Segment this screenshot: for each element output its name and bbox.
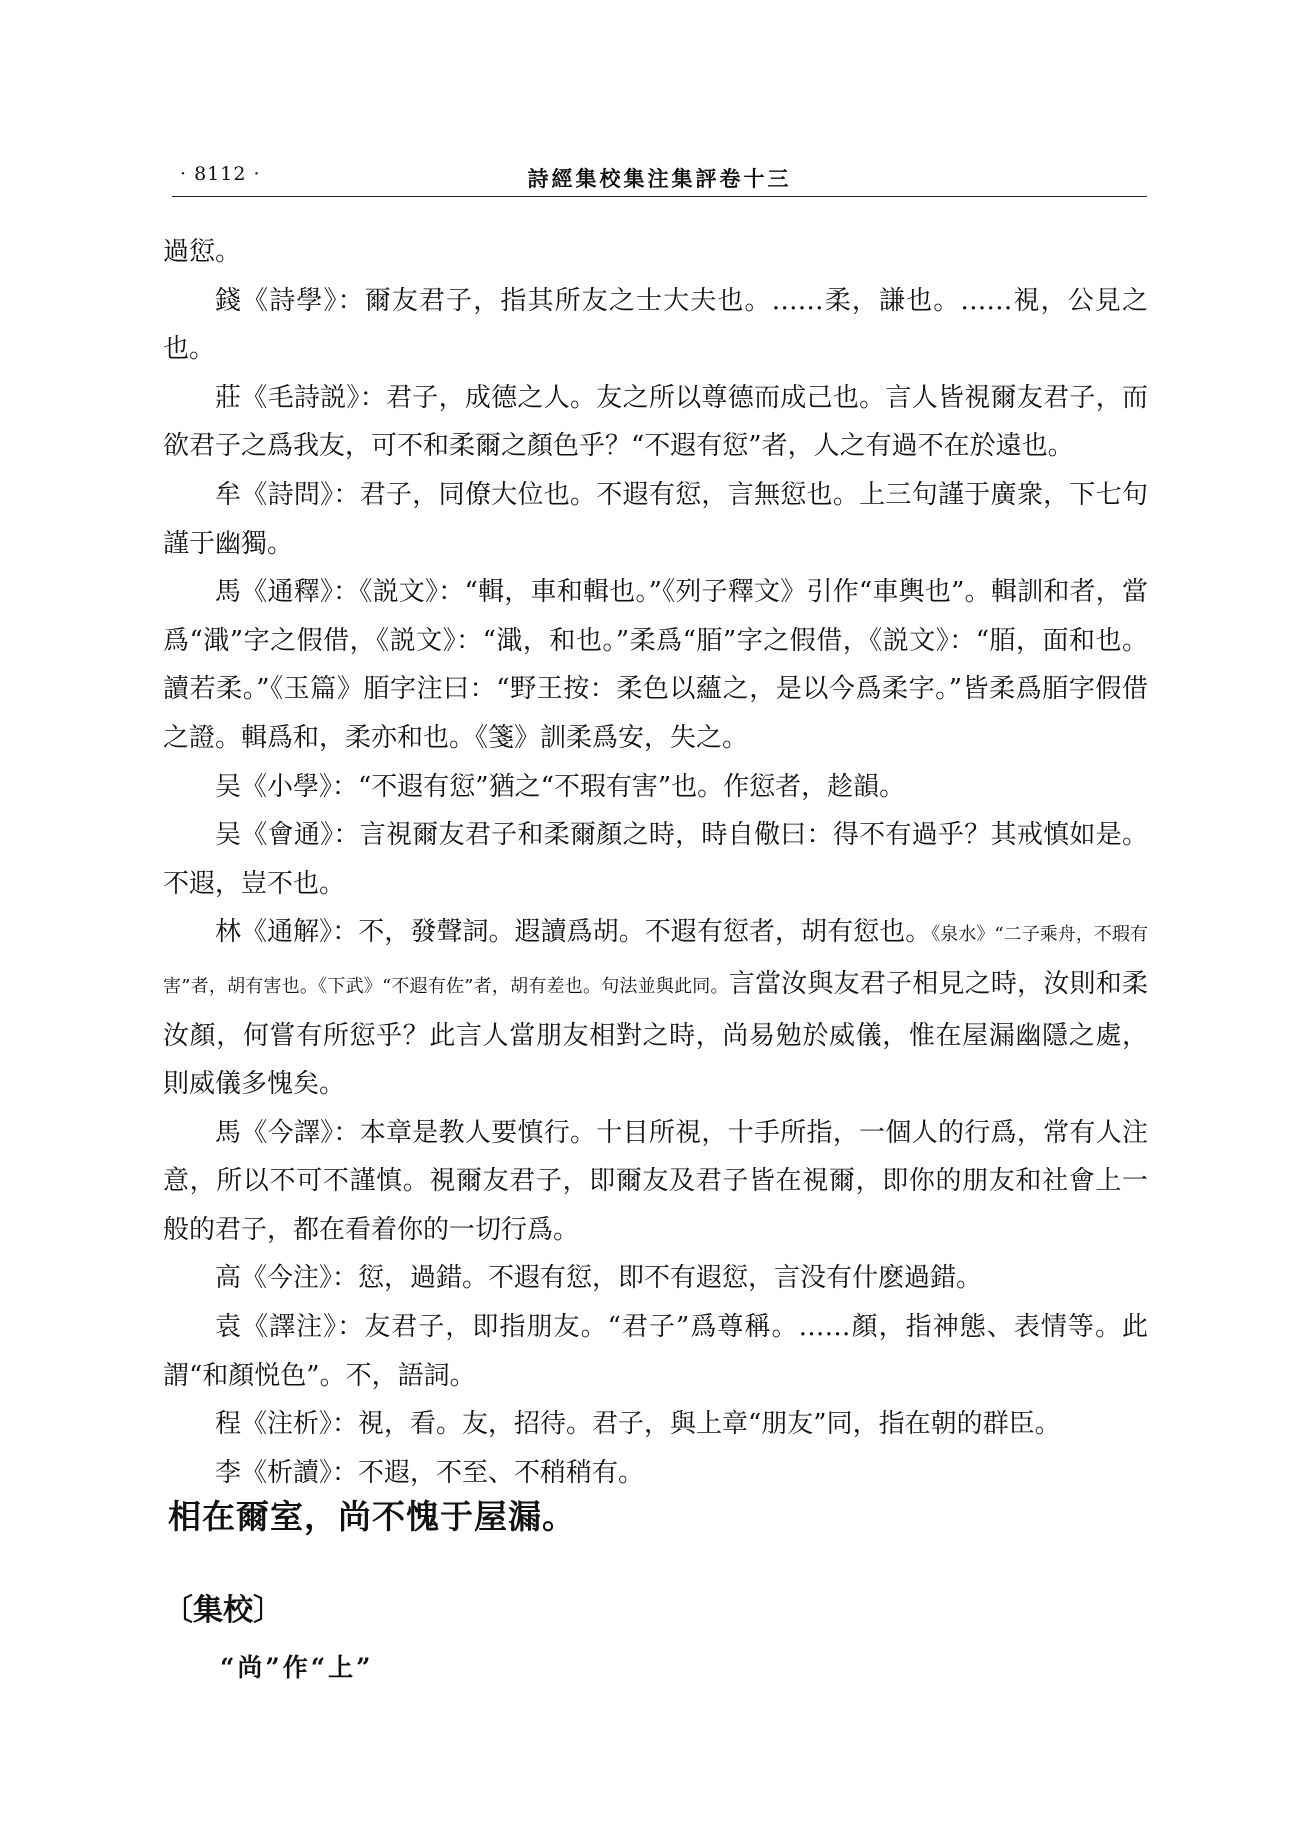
paragraph: 袁《譯注》：友君子，即指朋友。“君子”爲尊稱。……顏，指神態、表情等。此謂“和顏悦色”。不，語詞。 [163,1312,1148,1391]
running-header [172,163,1147,197]
collation-note: “尚”作“上” [220,1653,374,1682]
paragraph-text: 林《通解》：不，發聲詞。遐讀爲胡。不遐有愆者，胡有愆也。 [215,917,932,948]
paragraph: 過愆。 [163,237,242,267]
paragraph: 馬《今譯》：本章是教人要慎行。十目所視，十手所指，一個人的行爲，常有人注意，所以不可不謹慎。視爾友君子，即爾友及君子皆在視爾，即你的朋友和社會上一般的君子，都在看着你的一切行爲。 [163,1117,1148,1245]
paragraph-text: 言當汝與友君子相見之時，汝則和柔汝顏，何嘗有所愆乎？此言人當朋友相對之時，尚易勉於威儀，惟在屋漏幽隱之處，則威儀多愧矣。 [163,968,1148,1100]
verse-line: 相在爾室，尚不愧于屋漏。 [168,1497,576,1536]
small-print-note: 《泉水》“二子乘舟，不瑕有害”者，胡有害也。《下武》“不遐有佐”者，胡有差也。句法並與此同。 [163,924,1148,997]
paragraph: 李《析讀》：不遐，不至、不稍稍有。 [215,1457,645,1488]
page-number: · 8112 · [180,163,261,185]
paragraph: 高《今注》：愆，過錯。不遐有愆，即不有遐愆，言没有什麽過錯。 [215,1263,983,1294]
paragraph: 程《注析》：視，看。友，招待。君子，與上章“朋友”同，指在朝的群臣。 [215,1409,1061,1440]
paragraph: 吴《小學》：“不遐有愆”猶之“不瑕有害”也。作愆者，趁韻。 [215,771,906,802]
paragraph: 莊《毛詩説》：君子，成德之人。友之所以尊德而成己也。言人皆視爾友君子，而欲君子之爲我友，可不和柔爾之顏色乎？“不遐有愆”者，人之有過不在於遠也。 [163,382,1148,462]
paragraph: 牟《詩問》：君子，同僚大位也。不遐有愆，言無愆也。上三句謹于廣衆，下七句謹于幽獨。 [163,479,1148,559]
paragraph: 錢《詩學》：爾友君子，指其所友之士大夫也。……柔，謙也。……視，公見之也。 [163,285,1148,365]
commentary-body [163,228,1148,1497]
paragraph: 馬《通釋》：《説文》：“輯，車和輯也。”《列子釋文》引作“車輿也”。輯訓和者，當爲“濈”字之假借，《説文》：“濈，和也。”柔爲“脜”字之假借，《説文》：“脜，面和也。讀若柔。”《玉篇》脜字注曰：“野王按：柔色以蘊之，是以今爲柔字。”皆柔爲脜字假借之證。輯爲和，柔亦和也。《箋》訓柔爲安，失之。 [163,577,1148,753]
section-heading: 〔集校〕 [163,1593,283,1628]
paragraph [163,908,1148,1108]
book-title: 詩經集校集注集評卷十三 [527,166,792,191]
header-rule [172,196,1147,197]
paragraph: 吴《會通》：言視爾友君子和柔爾顏之時，時自儆曰：得不有過乎？其戒慎如是。不遐，豈不也。 [163,820,1148,899]
